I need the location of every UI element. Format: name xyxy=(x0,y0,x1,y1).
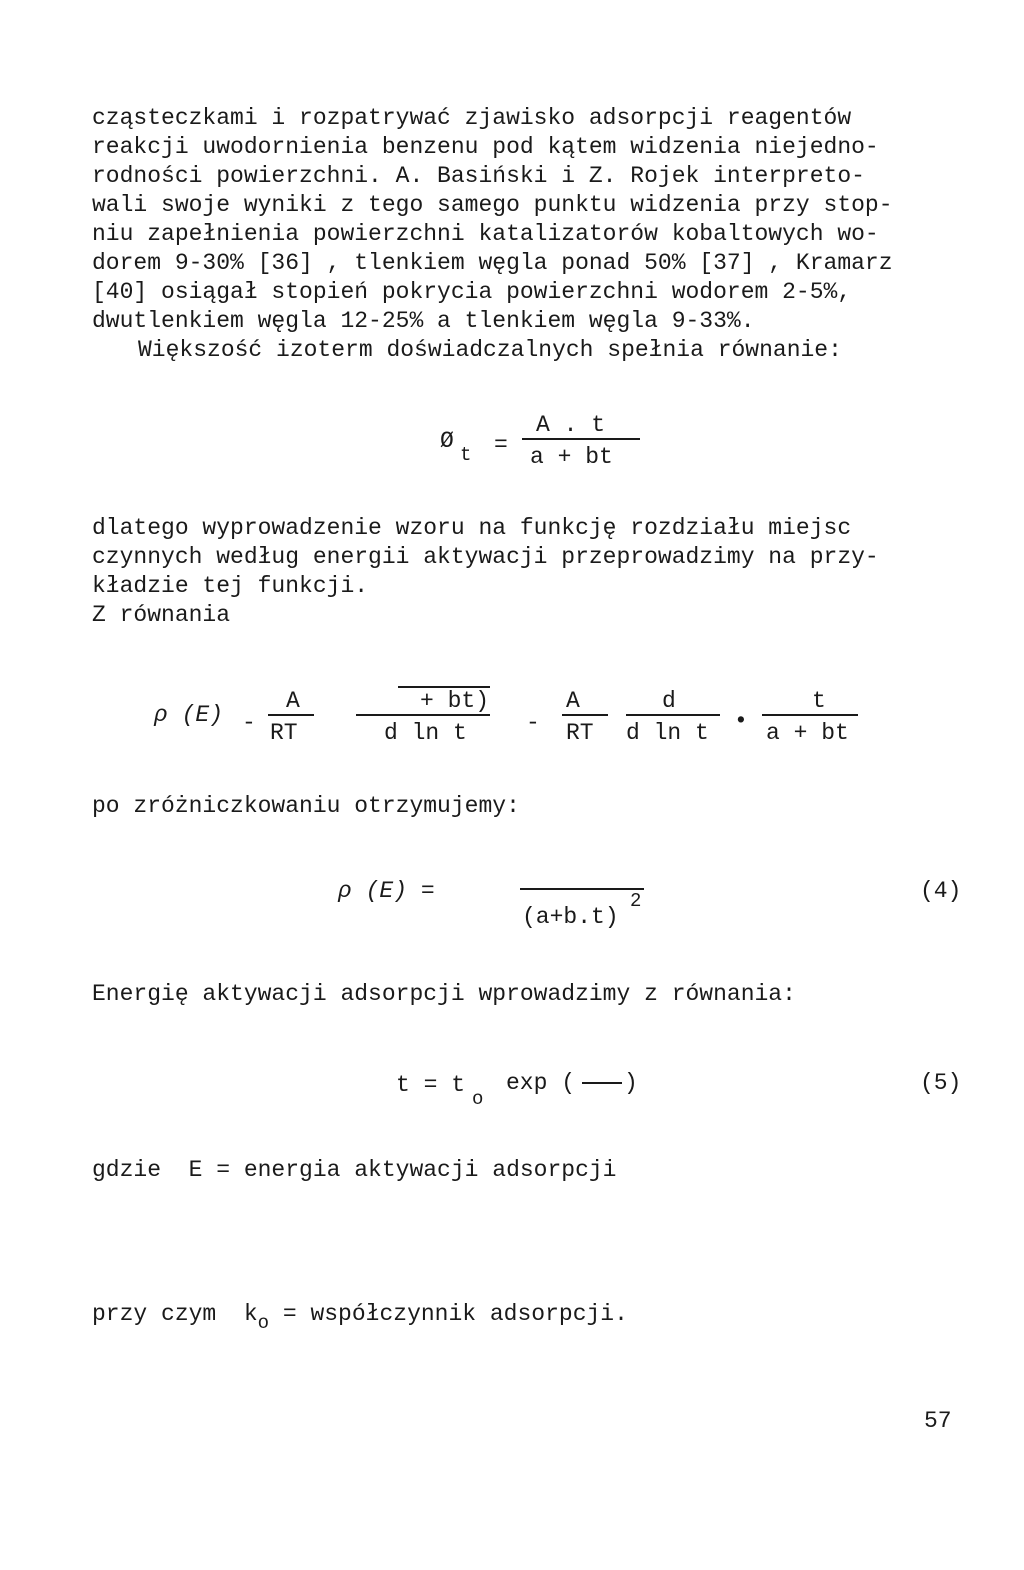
text-line: cząsteczkami i rozpatrywać zjawisko adsorpcji reagentów xyxy=(92,105,852,131)
text-line: czynnych według energii aktywacji przeprowadzimy na przy- xyxy=(92,544,879,570)
text-line: po zróżniczkowaniu otrzymujemy: xyxy=(92,793,520,819)
fraction-numerator: d xyxy=(662,688,676,714)
fraction-denominator: a + bt xyxy=(766,720,849,746)
paragraph-derivation xyxy=(92,514,972,630)
fraction-bar xyxy=(582,1082,622,1084)
text-line: [40] osiągał stopień pokrycia powierzchni wodorem 2-5%, xyxy=(92,279,852,305)
exponent: 2 xyxy=(630,890,642,912)
fraction-denominator: d ln t xyxy=(384,720,467,746)
fraction-denominator: RT xyxy=(566,720,594,746)
fraction-denominator: RT xyxy=(270,720,298,746)
fraction-bar xyxy=(522,438,640,440)
equation-lhs: ρ (E) = xyxy=(338,878,435,904)
text-line xyxy=(92,1300,972,1334)
text-line: gdzie E = energia aktywacji adsorpcji xyxy=(92,1157,617,1183)
equation-lhs: ρ (E) xyxy=(154,702,224,728)
text-line: dwutlenkiem węgla 12-25% a tlenkiem węgla 9-33%. xyxy=(92,308,755,334)
text-line: Energię aktywacji adsorpcji wprowadzimy z równania: xyxy=(92,981,796,1007)
equation-lhs-subscript: t xyxy=(460,444,472,466)
fraction-denominator: d ln t xyxy=(626,720,709,746)
text-line: niu zapełnienia powierzchni katalizatorów kobaltowych wo- xyxy=(92,221,879,247)
fraction-denominator: (a+b.t) xyxy=(522,904,619,930)
equation-lhs: Ø xyxy=(440,428,454,454)
equation-number: (5) xyxy=(920,1070,962,1096)
fraction-numerator: A . t xyxy=(536,412,606,438)
fraction-bar xyxy=(626,714,720,716)
fraction-bar xyxy=(268,714,314,716)
text-line: kładzie tej funkcji. xyxy=(92,573,369,599)
equation-lhs: t = t xyxy=(396,1072,466,1098)
equation-number: (4) xyxy=(920,878,962,904)
fraction-bar xyxy=(356,714,490,716)
text-line: rodności powierzchni. A. Basiński i Z. Rojek interpreto- xyxy=(92,163,865,189)
subscript: o xyxy=(257,1312,270,1334)
closing-parenthesis: ) xyxy=(624,1070,638,1096)
multiplication-dot: • xyxy=(734,708,748,734)
text-line: dorem 9-30% [36] , tlenkiem węgla ponad 50% [37] , Kramarz xyxy=(92,250,893,276)
subscript: o xyxy=(472,1088,484,1110)
fraction-numerator: t xyxy=(812,688,826,714)
fraction-bar xyxy=(762,714,858,716)
fraction-bar xyxy=(562,714,608,716)
exp-function: exp ( xyxy=(506,1070,576,1096)
equals-sign: = xyxy=(494,432,508,458)
paragraph-definition-k xyxy=(92,1300,972,1334)
text-line: dlatego wyprowadzenie wzoru na funkcję rozdziału miejsc xyxy=(92,515,852,541)
text-line: reakcji uwodornienia benzenu pod kątem widzenia niejedno- xyxy=(92,134,879,160)
minus-sign: - xyxy=(242,710,256,736)
fraction-numerator: A xyxy=(566,688,580,714)
paragraph-differentiation xyxy=(92,792,972,821)
page-number: 57 xyxy=(924,1408,952,1434)
fraction-numerator: A xyxy=(286,688,300,714)
text-suffix: = współczynnik adsorpcji. xyxy=(269,1301,628,1327)
fraction-bar xyxy=(520,888,644,890)
paragraph-intro xyxy=(92,104,972,365)
paragraph-definition-e xyxy=(92,1156,972,1185)
fraction-denominator: a + bt xyxy=(530,444,613,470)
fraction-numerator: + bt) xyxy=(420,688,490,714)
paragraph-activation-energy xyxy=(92,980,972,1009)
text-line: wali swoje wyniki z tego samego punktu widzenia przy stop- xyxy=(92,192,893,218)
text-line: Większość izoterm doświadczalnych spełnia równanie: xyxy=(138,337,842,363)
text-prefix: przy czym k xyxy=(92,1301,258,1327)
minus-sign: - xyxy=(526,710,540,736)
text-line: Z równania xyxy=(92,602,231,628)
